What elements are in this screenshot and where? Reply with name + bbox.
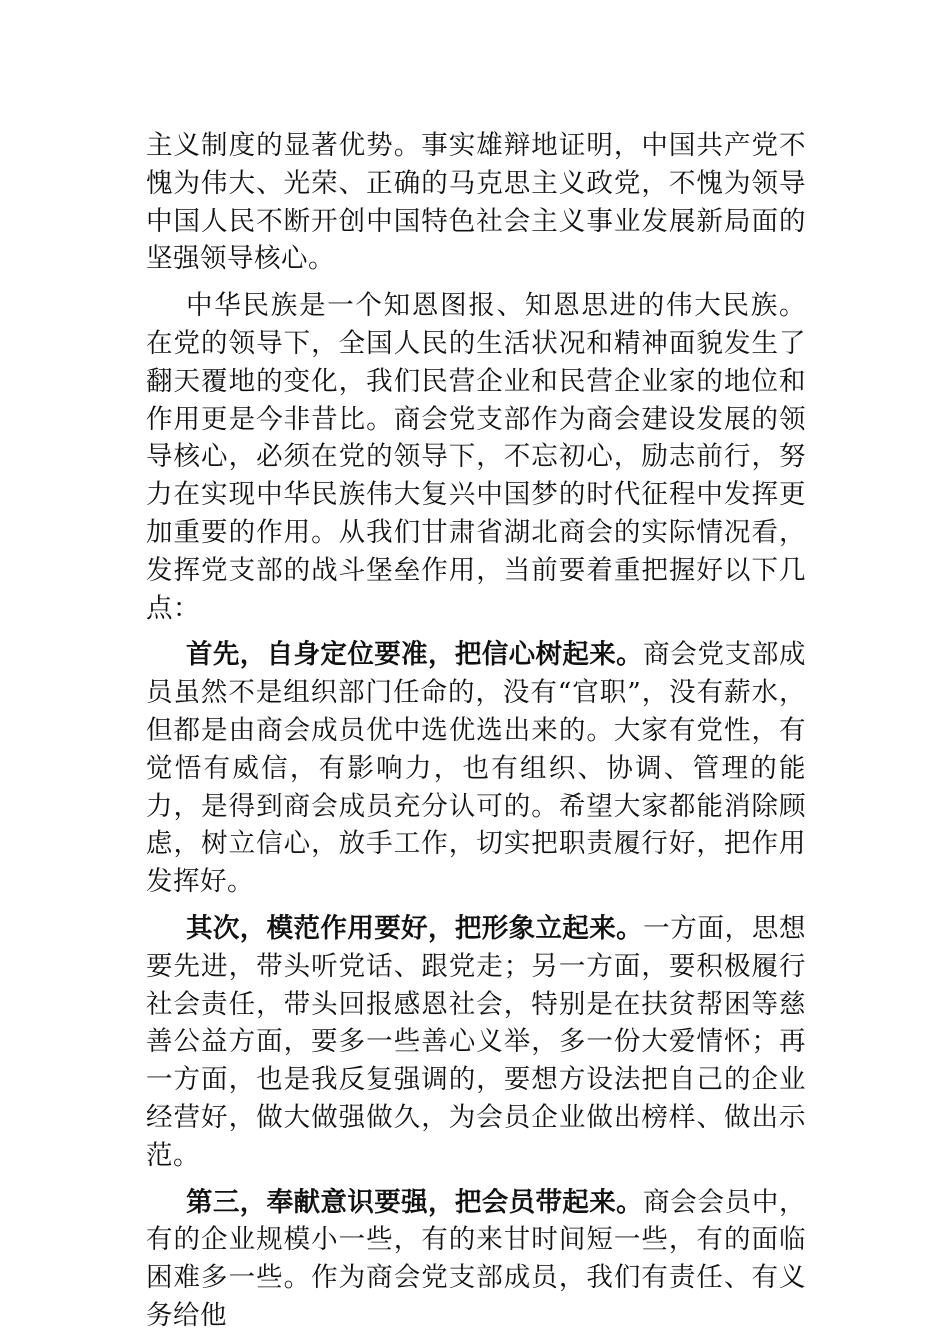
paragraph-4-lead: 其次，模范作用要好，把形象立起来。 — [186, 912, 644, 944]
paragraph-2 — [146, 287, 806, 627]
paragraph-4-text: 一方面，思想要先进，带头听党话、跟党走；另一方面，要积极履行社会责任，带头回报感恩社会，特别是在扶贫帮困等慈善公益方面，要多一些善心义举，多一份大爱情怀；再一方面，也是我反复强调的，要想方设法把自己的企业经营好，做大做强做久，为会员企业做出榜样、做出示范。 — [146, 912, 807, 1171]
paragraph-3 — [146, 636, 806, 901]
paragraph-3-text: 商会党支部成员虽然不是组织部门任命的，没有“官职”，没有薪水，但都是由商会成员优中选优选出来的。大家有党性，有觉悟有威信，有影响力，也有组织、协调、管理的能力，是得到商会成员充分认可的。希望大家都能消除顾虑，树立信心，放手工作，切实把职责履行好，把作用发挥好。 — [146, 639, 807, 898]
paragraph-1 — [146, 127, 806, 278]
paragraph-4 — [146, 910, 806, 1175]
paragraph-5 — [146, 1184, 806, 1335]
paragraph-3-lead: 首先，自身定位要准，把信心树起来。 — [186, 639, 644, 671]
paragraph-1-text: 主义制度的显著优势。事实雄辩地证明，中国共产党不愧为伟大、光荣、正确的马克思主义政党，不愧为领导中国人民不断开创中国特色社会主义事业发展新局面的坚强领导核心。 — [146, 130, 806, 275]
document-body — [146, 127, 806, 1344]
paragraph-2-text: 中华民族是一个知恩图报、知恩思进的伟大民族。在党的领导下，全国人民的生活状况和精神面貌发生了翻天覆地的变化，我们民营企业和民营企业家的地位和作用更是今非昔比。商会党支部作为商会建设发展的领导核心，必须在党的领导下，不忘初心，励志前行，努力在实现中华民族伟大复兴中国梦的时代征程中发挥更加重要的作用。从我们甘肃省湖北商会的实际情况看，发挥党支部的战斗堡垒作用，当前要着重把握好以下几点： — [146, 290, 806, 624]
paragraph-5-text: 商会会员中，有的企业规模小一些，有的来甘时间短一些，有的面临困难多一些。作为商会党支部成员，我们有责任、有义务给他 — [146, 1186, 807, 1331]
paragraph-5-lead: 第三，奉献意识要强，把会员带起来。 — [186, 1186, 644, 1218]
